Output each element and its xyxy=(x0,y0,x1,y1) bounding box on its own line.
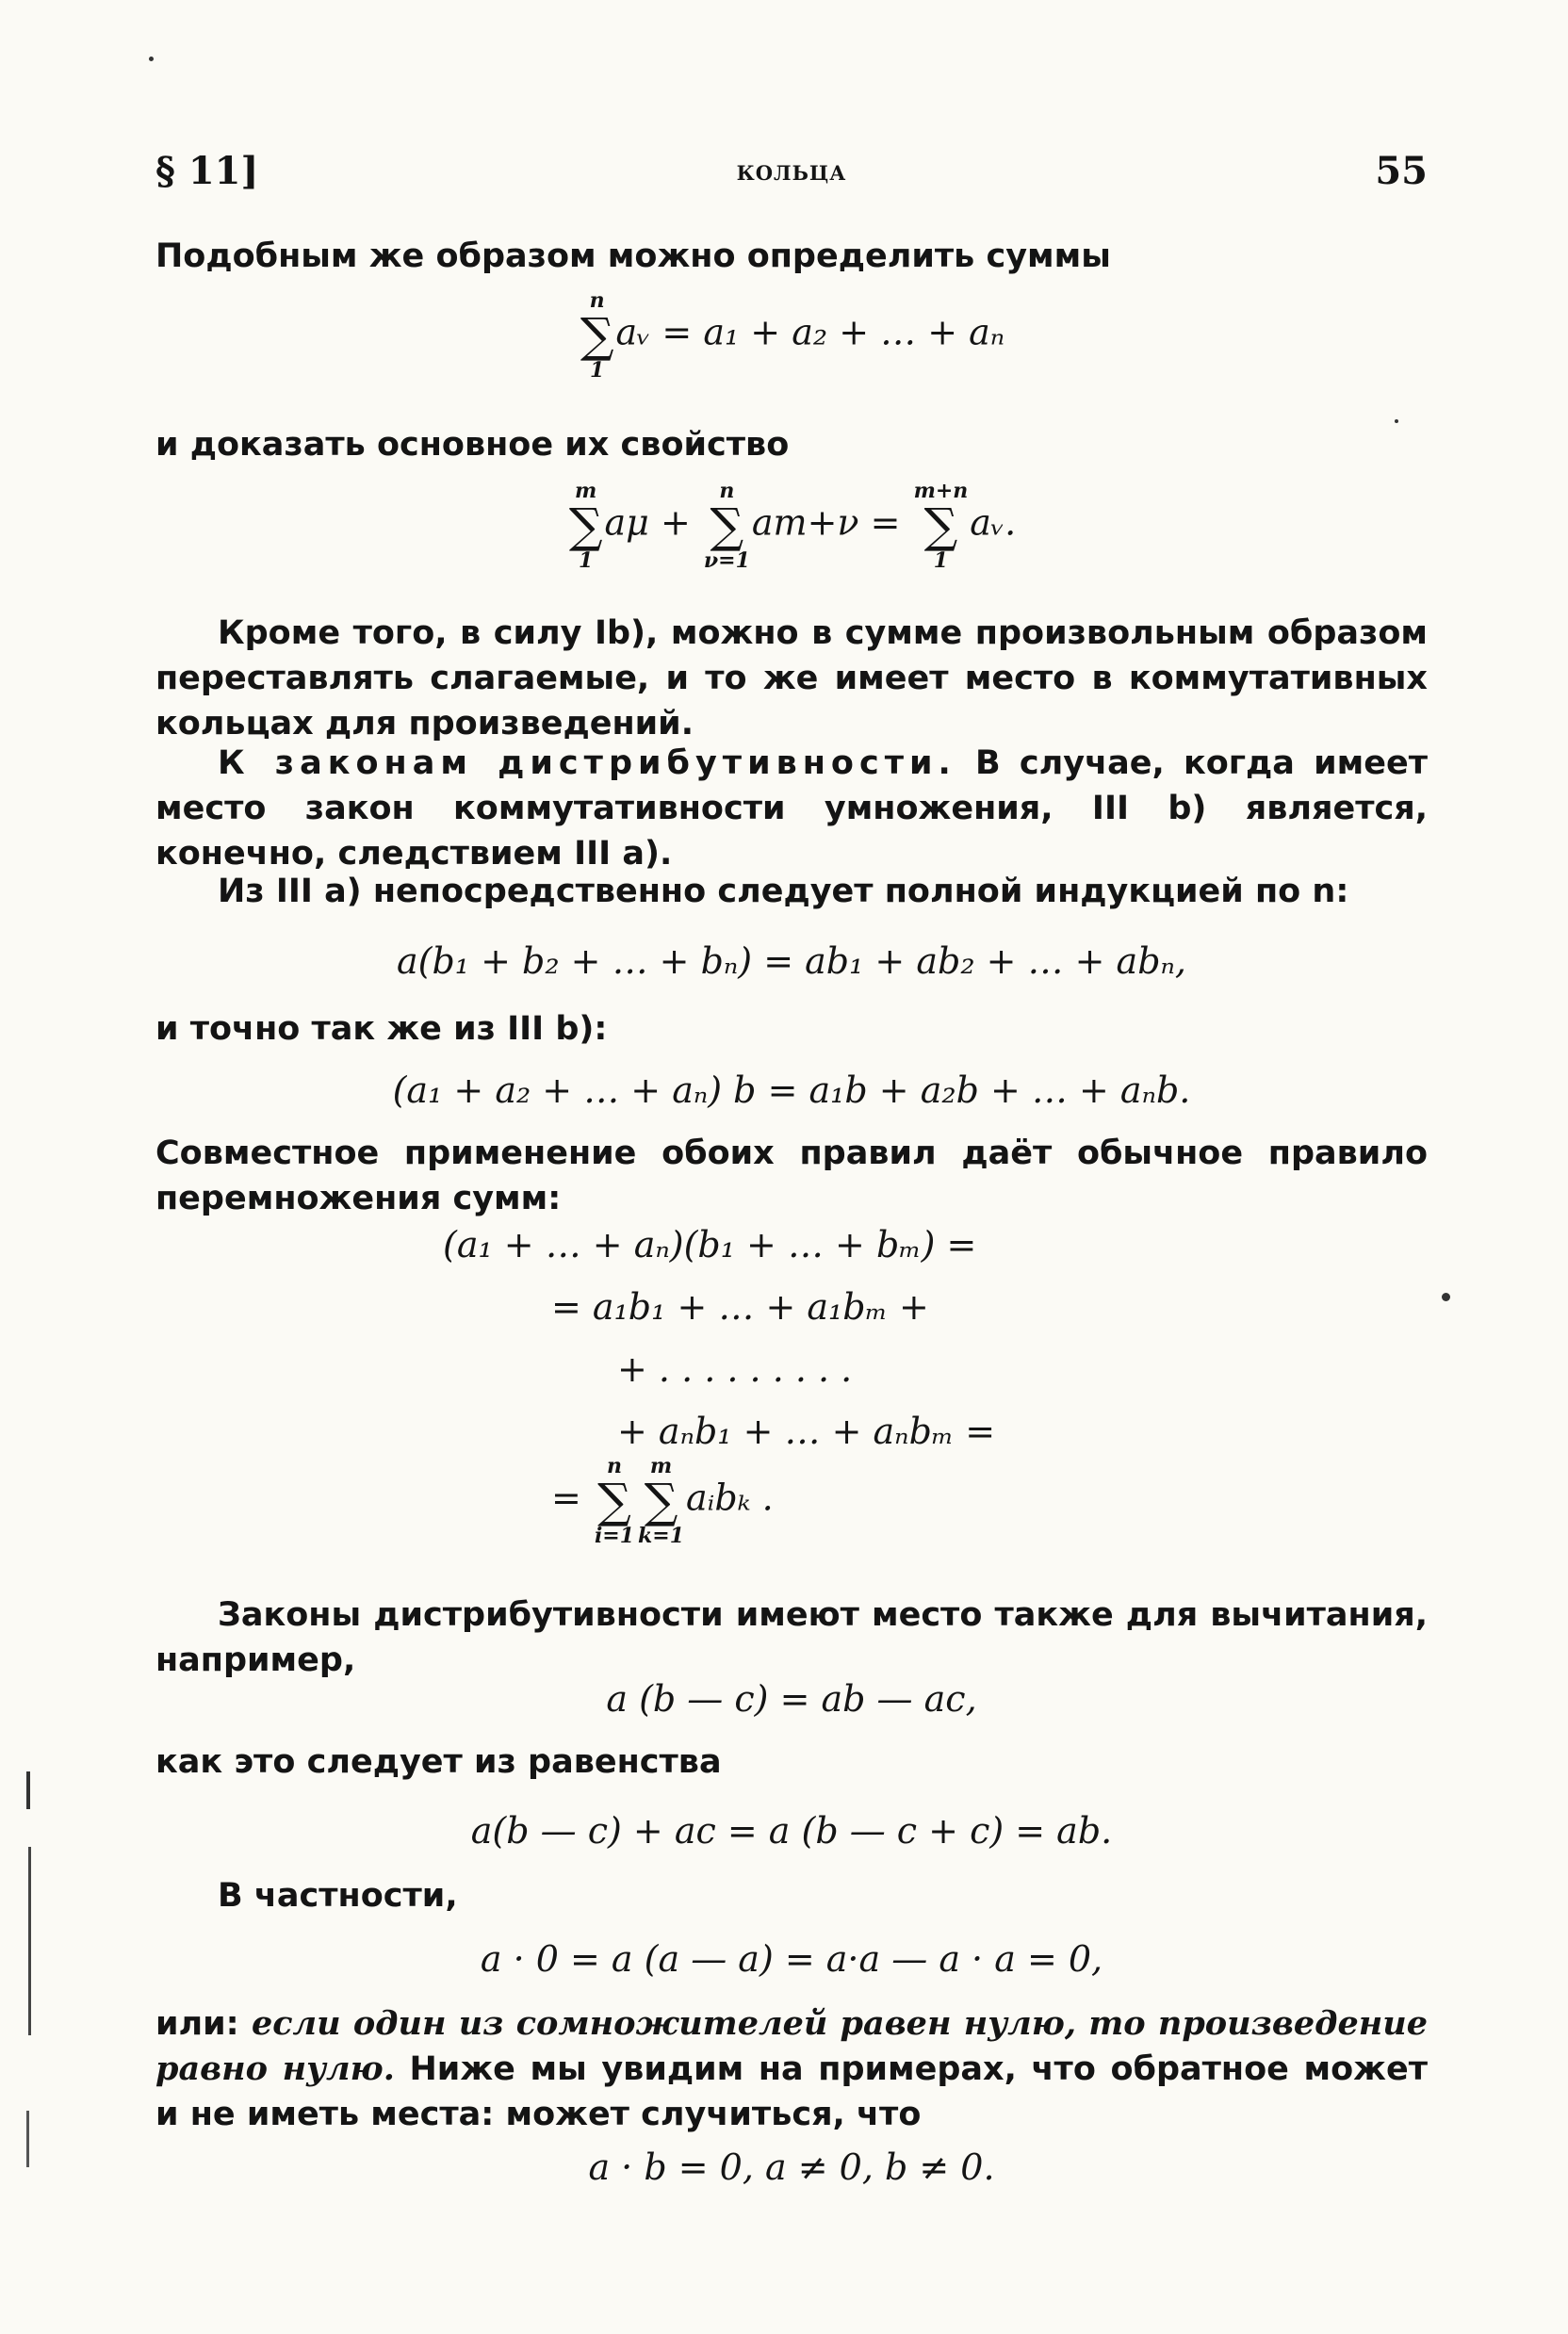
sum-2a: m ∑ 1 xyxy=(568,479,603,573)
scan-speck xyxy=(149,57,154,61)
page-number: 55 xyxy=(1375,149,1428,193)
scan-speck xyxy=(1395,419,1398,423)
paragraph-1: Подобным же образом можно определить суммы xyxy=(155,237,1111,275)
sum-5a: n ∑ i=1 xyxy=(594,1454,635,1548)
paragraph-11: или: если один из сомножителей равен нулю, то произведение равно нулю. Ниже мы увидим на примерах, что обратное может и не иметь места: может случиться, что xyxy=(155,2004,1429,2133)
sum-2c: m+n ∑ 1 xyxy=(913,479,969,573)
page-header xyxy=(155,149,1428,196)
sum-5b: m ∑ k=1 xyxy=(638,1454,685,1548)
paragraph-8: Законы дистрибутивности имеют место также для вычитания, например, xyxy=(155,1596,1428,1679)
formula-product-line-2: = a₁b₁ + … + a₁bₘ + xyxy=(551,1286,929,1328)
sum-1: n ∑ 1 xyxy=(580,288,614,383)
paragraph-9: как это следует из равенства xyxy=(155,1743,722,1781)
formula-left-distributivity: a(b₁ + b₂ + … + bₙ) = ab₁ + ab₂ + … + abₙ, xyxy=(396,940,1187,982)
formula-right-distributivity: (a₁ + a₂ + … + aₙ) b = a₁b + a₂b + … + aₙb. xyxy=(392,1069,1191,1111)
scan-speck xyxy=(1442,1293,1450,1301)
formula-sum-definition: n ∑ 1 aᵥ = a₁ + a₂ + … + aₙ xyxy=(580,288,1005,383)
scan-edge-mark xyxy=(28,1847,31,2035)
formula-product-line-3: + . . . . . . . . . xyxy=(617,1348,853,1390)
running-title: кольца xyxy=(736,155,847,188)
formula-zero-divisors: a · b = 0, a ≠ 0, b ≠ 0. xyxy=(588,2146,995,2188)
theorem-italic: если один из сомножителей равен нулю, то произведение равно нулю. xyxy=(155,2004,1429,2088)
paragraph-3: Кроме того, в силу Ib), можно в сумме произвольным образом переставлять слагаемые, и то же имеет место в коммутативных кольцах для произведений. xyxy=(155,614,1428,743)
formula-subtraction: a (b — c) = ab — ac, xyxy=(606,1678,977,1720)
formula-sum-property: m ∑ 1 aμ + n ∑ ν=1 am+ν = m+n ∑ 1 aᵥ. xyxy=(568,479,1017,573)
paragraph-6: и точно так же из III b): xyxy=(155,1010,608,1048)
paragraph-10: В частности, xyxy=(218,1877,458,1915)
subheading-distributivity: К законам дистрибутивности. xyxy=(218,744,956,782)
paragraph-7: Совместное применение обоих правил даёт обычное правило перемножения сумм: xyxy=(155,1134,1428,1217)
formula-zero-product: a · 0 = a (a — a) = a·a — a · a = 0, xyxy=(480,1938,1103,1980)
formula-subtraction-proof: a(b — c) + ac = a (b — c + c) = ab. xyxy=(470,1810,1113,1852)
scan-edge-mark xyxy=(26,1771,30,1809)
formula-product-line-1: (a₁ + … + aₙ)(b₁ + … + bₘ) = xyxy=(443,1224,977,1265)
paragraph-2: и доказать основное их свойство xyxy=(155,426,790,464)
formula-product-line-5: = n ∑ i=1 m ∑ k=1 aᵢbₖ . xyxy=(551,1454,774,1548)
paragraph-4: К законам дистрибутивности. В случае, когда имеет место закон коммутативности умножения, III b) является, конечно, следствием III a). xyxy=(155,744,1428,873)
section-marker: § 11] xyxy=(155,149,259,193)
sum-2b: n ∑ ν=1 xyxy=(703,479,750,573)
formula-product-line-4: + aₙb₁ + … + aₙbₘ = xyxy=(617,1411,996,1452)
paragraph-5: Из III a) непосредственно следует полной индукцией по n: xyxy=(218,873,1349,910)
scan-edge-mark xyxy=(26,2111,29,2167)
